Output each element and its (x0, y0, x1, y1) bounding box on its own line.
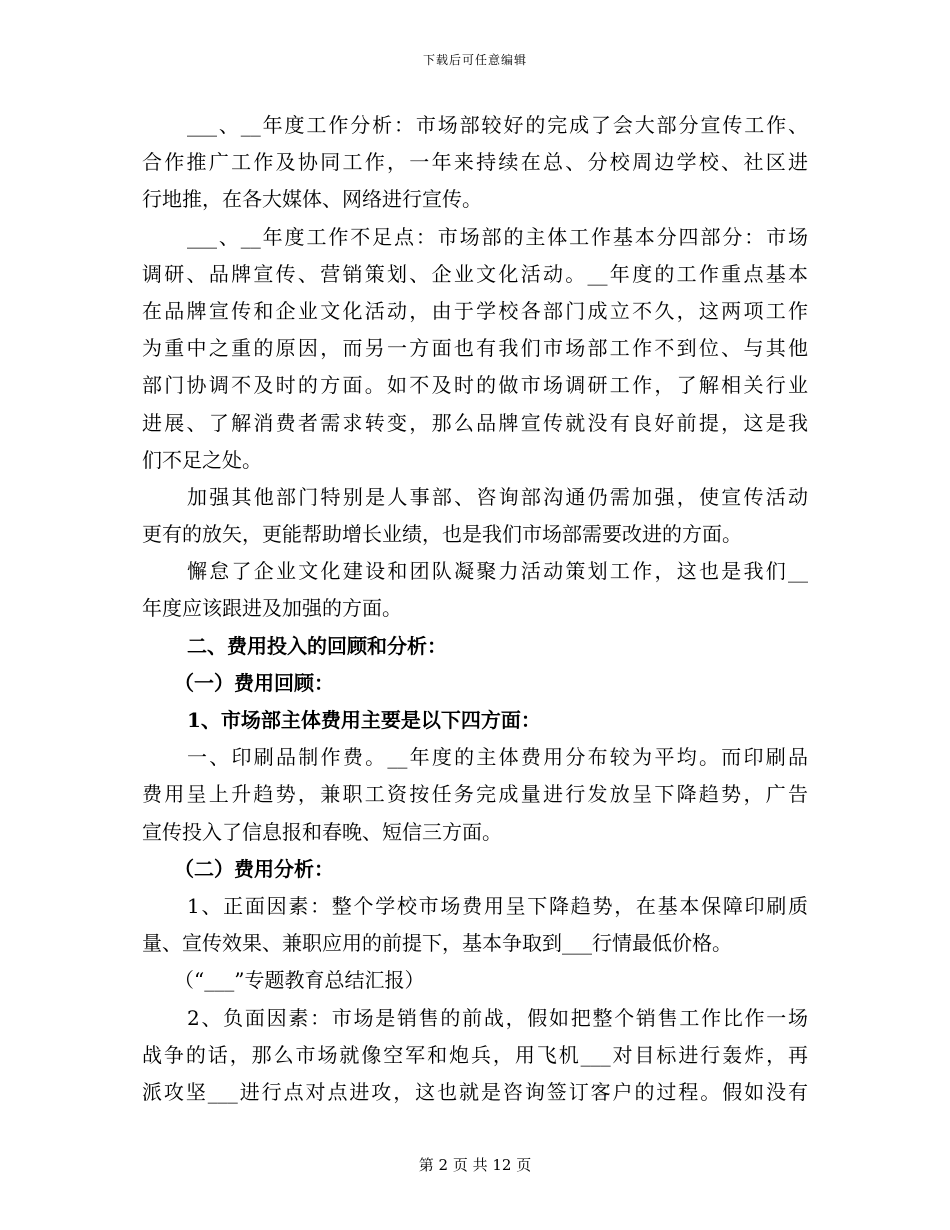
paragraph-line: 们不足之处。 (142, 447, 262, 472)
section-heading: 二、费用投入的回顾和分析： (187, 633, 447, 658)
paragraph-line: 年度应该跟进及加强的方面。 (142, 596, 402, 621)
paragraph-line: 1、正面因素：整个学校市场费用呈下降趋势，在基本保障印刷质 (187, 893, 808, 918)
paragraph-line: 在品牌宣传和企业文化活动，由于学校各部门成立不久，这两项工作 (142, 298, 808, 323)
paragraph-line: 费用呈上升趋势，兼职工资按任务完成量进行发放呈下降趋势，广告 (142, 782, 808, 807)
paragraph-line: 战争的话，那么市场就像空军和炮兵，用飞机___对目标进行轰炸，再 (142, 1042, 808, 1067)
paragraph-line: ___、__年度工作不足点：市场部的主体工作基本分四部分：市场 (187, 224, 808, 249)
paragraph-line: 更有的放矢，更能帮助增长业绩，也是我们市场部需要改进的方面。 (142, 522, 742, 547)
paragraph-line: 加强其他部门特别是人事部、咨询部沟通仍需加强，使宣传活动 (187, 484, 808, 509)
paragraph-line: 量、宣传效果、兼职应用的前提下，基本争取到___行情最低价格。 (142, 931, 732, 956)
paragraph-line: 合作推广工作及协同工作，一年来持续在总、分校周边学校、社区进 (142, 150, 808, 175)
paragraph-line: 行地推，在各大媒体、网络进行宣传。 (142, 187, 482, 212)
document-body (142, 107, 808, 1111)
paragraph-line: 懈怠了企业文化建设和团队凝聚力活动策划工作，这也是我们__ (187, 559, 808, 584)
paragraph-line: 为重中之重的原因，而另一方面也有我们市场部工作不到位、与其他 (142, 336, 808, 361)
page-footer: 第 2 页 共 12 页 (418, 1156, 532, 1174)
paragraph-line: （“___”专题教育总结汇报） (174, 968, 425, 993)
page-header: 下载后可任意编辑 (422, 53, 527, 67)
paragraph-line: ___、__年度工作分析：市场部较好的完成了会大部分宣传工作、 (187, 113, 808, 137)
paragraph-line: 2、负面因素：市场是销售的前战，假如把整个销售工作比作一场 (187, 1005, 808, 1030)
paragraph-line: 宣传投入了信息报和春晚、短信三方面。 (142, 819, 502, 844)
paragraph-line: 进展、了解消费者需求转变，那么品牌宣传就没有良好前提，这是我 (142, 410, 808, 435)
paragraph-line: 调研、品牌宣传、营销策划、企业文化活动。__年度的工作重点基本 (142, 261, 808, 286)
item-heading: 1、市场部主体费用主要是以下四方面： (187, 708, 541, 732)
paragraph-line: 部门协调不及时的方面。如不及时的做市场调研工作，了解相关行业 (142, 373, 808, 398)
paragraph-line: 一、印刷品制作费。__年度的主体费用分布较为平均。而印刷品 (187, 745, 808, 770)
subsection-heading: （二）费用分析： (174, 856, 334, 881)
paragraph-line: 派攻坚___进行点对点进攻，这也就是咨询签订客户的过程。假如没有 (142, 1079, 808, 1104)
subsection-heading: （一）费用回顾： (174, 670, 334, 695)
